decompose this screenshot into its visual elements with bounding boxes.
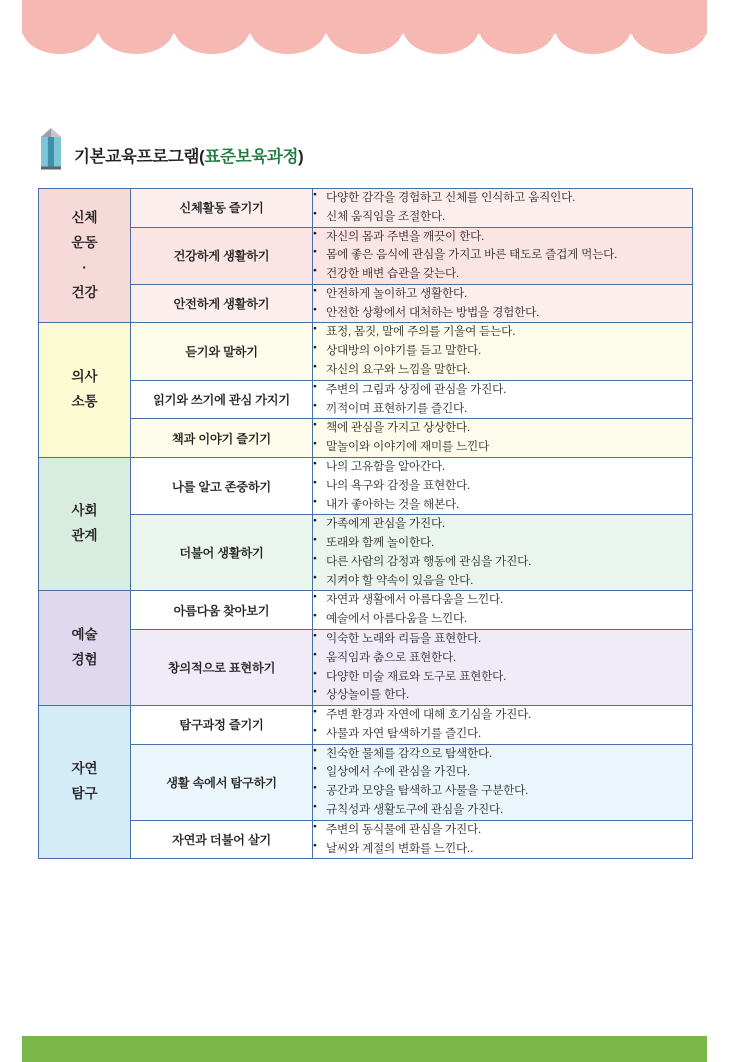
- detail-item: ● 몸에 좋은 음식에 관심을 가지고 바른 태도로 즐겁게 먹는다.: [313, 246, 692, 265]
- detail-item: ● 끼적이며 표현하기를 즐긴다.: [313, 400, 692, 419]
- area-cell-communication: 의사 소통: [39, 323, 131, 457]
- area-cell-social: 사회 관계: [39, 457, 131, 590]
- page-title-sub: 표준보육과정: [204, 148, 299, 166]
- detail-cell: [313, 744, 693, 820]
- detail-item: ● 일상에서 수에 관심을 가진다.: [313, 763, 692, 782]
- detail-cell: [313, 591, 693, 630]
- detail-item: ● 익숙한 노래와 리듬을 표현한다.: [313, 630, 692, 649]
- detail-item: ● 자신의 몸과 주변을 깨끗이 한다.: [313, 228, 692, 247]
- detail-cell: [313, 380, 693, 419]
- area-cell-physical: 신체 운동 · 건강: [39, 189, 131, 323]
- detail-item: ● 움직임과 춤으로 표현한다.: [313, 649, 692, 668]
- detail-item: ● 사물과 자연 탐색하기를 즐긴다.: [313, 725, 692, 744]
- detail-item: ● 책에 관심을 가지고 상상한다.: [313, 419, 692, 438]
- topic-cell: 책과 이야기 즐기기: [131, 419, 313, 458]
- page-title-row: [38, 128, 303, 170]
- table-row: [39, 591, 693, 630]
- page-title-main: 기본교육프로그램(: [74, 148, 205, 166]
- detail-cell: [313, 515, 693, 591]
- scallop-bump: [326, 28, 402, 54]
- table-row: [39, 189, 693, 228]
- detail-cell: [313, 284, 693, 323]
- scallop-bump: [250, 28, 326, 54]
- detail-item: ● 안전한 상황에서 대처하는 방법을 경험한다.: [313, 304, 692, 323]
- topic-cell: 더불어 생활하기: [131, 515, 313, 591]
- detail-cell: [313, 227, 693, 284]
- scallop-bump: [403, 28, 479, 54]
- detail-item: ● 내가 좋아하는 것을 해본다.: [313, 496, 692, 515]
- scallop-bump: [631, 28, 707, 54]
- table-row: [39, 515, 693, 591]
- detail-item: ● 지켜야 할 약속이 있음을 안다.: [313, 572, 692, 591]
- detail-item: ● 공간과 모양을 탐색하고 사물을 구분한다.: [313, 782, 692, 801]
- detail-item: ● 주변의 동식물에 관심을 가진다.: [313, 821, 692, 840]
- detail-item: ● 나의 고유함을 알아간다.: [313, 458, 692, 477]
- detail-item: ● 다른 사람의 감정과 행동에 관심을 가진다.: [313, 553, 692, 572]
- table-row: [39, 323, 693, 380]
- detail-cell: [313, 323, 693, 380]
- detail-cell: [313, 820, 693, 859]
- detail-item: ● 예술에서 아름다움을 느낀다.: [313, 610, 692, 629]
- table-row: [39, 284, 693, 323]
- topic-cell: 읽기와 쓰기에 관심 가지기: [131, 380, 313, 419]
- detail-item: ● 말놀이와 이야기에 재미를 느낀다: [313, 438, 692, 457]
- detail-item: ● 건강한 배변 습관을 갖는다.: [313, 265, 692, 284]
- bottom-decorative-band: [22, 1036, 707, 1062]
- topic-cell: 아름다움 찾아보기: [131, 591, 313, 630]
- table-row: [39, 820, 693, 859]
- table-row: [39, 629, 693, 705]
- detail-item: ● 상상놀이를 한다.: [313, 686, 692, 705]
- program-table: [38, 188, 693, 859]
- topic-cell: 생활 속에서 탐구하기: [131, 744, 313, 820]
- detail-item: ● 자신의 요구와 느낌을 말한다.: [313, 361, 692, 380]
- topic-cell: 듣기와 말하기: [131, 323, 313, 380]
- detail-cell: [313, 189, 693, 228]
- scallop-bump: [98, 28, 174, 54]
- scallop-bump: [479, 28, 555, 54]
- table-row: [39, 457, 693, 514]
- topic-cell: 신체활동 즐기기: [131, 189, 313, 228]
- table-row: [39, 227, 693, 284]
- detail-item: ● 날씨와 계절의 변화를 느낀다..: [313, 840, 692, 859]
- detail-item: ● 표정, 몸짓, 말에 주의를 기울여 듣는다.: [313, 323, 692, 342]
- detail-item: ● 주변의 그림과 상징에 관심을 가진다.: [313, 381, 692, 400]
- top-decorative-band: [0, 0, 729, 60]
- topic-cell: 탐구과정 즐기기: [131, 706, 313, 745]
- topic-cell: 나를 알고 존중하기: [131, 457, 313, 514]
- detail-item: ● 규칙성과 생활도구에 관심을 가진다.: [313, 801, 692, 820]
- topic-cell: 안전하게 생활하기: [131, 284, 313, 323]
- scallop-bump: [22, 28, 98, 54]
- detail-cell: [313, 457, 693, 514]
- detail-item: ● 다양한 감각을 경험하고 신체를 인식하고 움직인다.: [313, 189, 692, 208]
- detail-item: ● 안전하게 놀이하고 생활한다.: [313, 285, 692, 304]
- page-title: [74, 143, 303, 170]
- detail-item: ● 나의 욕구와 감정을 표현한다.: [313, 477, 692, 496]
- scallop-bump: [174, 28, 250, 54]
- detail-item: ● 신체 움직임을 조절한다.: [313, 208, 692, 227]
- page-title-close: ): [298, 148, 304, 166]
- scallop-bump: [555, 28, 631, 54]
- topic-cell: 자연과 더불어 살기: [131, 820, 313, 859]
- topic-cell: 창의적으로 표현하기: [131, 629, 313, 705]
- detail-cell: [313, 419, 693, 458]
- detail-item: ● 주변 환경과 자연에 대해 호기심을 가진다.: [313, 706, 692, 725]
- topic-cell: 건강하게 생활하기: [131, 227, 313, 284]
- table-row: [39, 419, 693, 458]
- table-row: [39, 706, 693, 745]
- detail-item: ● 다양한 미술 재료와 도구로 표현한다.: [313, 668, 692, 687]
- detail-cell: [313, 706, 693, 745]
- detail-item: ● 자연과 생활에서 아름다움을 느낀다.: [313, 591, 692, 610]
- scallop-row: [22, 28, 707, 54]
- pencil-icon: [38, 128, 64, 170]
- area-cell-nature: 자연 탐구: [39, 706, 131, 859]
- detail-item: ● 또래와 함께 놀이한다.: [313, 534, 692, 553]
- table-row: [39, 380, 693, 419]
- detail-item: ● 상대방의 이야기를 듣고 말한다.: [313, 342, 692, 361]
- detail-item: ● 가족에게 관심을 가진다.: [313, 515, 692, 534]
- table-row: [39, 744, 693, 820]
- detail-cell: [313, 629, 693, 705]
- area-cell-art: 예술 경험: [39, 591, 131, 706]
- detail-item: ● 친숙한 물체를 감각으로 탐색한다.: [313, 745, 692, 764]
